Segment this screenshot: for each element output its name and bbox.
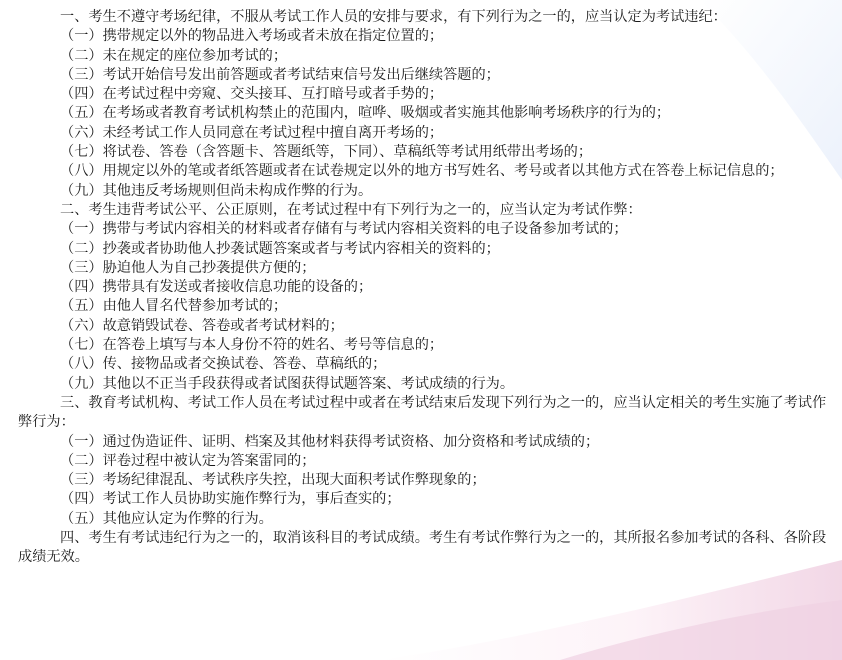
section-1-item-7: （七）将试卷、答卷（含答题卡、答题纸等，下同）、草稿纸等考试用纸带出考场的；	[60, 144, 593, 161]
section-1-item-1: （一）携带规定以外的物品进入考场或者未放在指定位置的；	[60, 28, 444, 45]
section-1-item-4: （四）在考试过程中旁窥、交头接耳、互打暗号或者手势的；	[60, 86, 444, 103]
section-3-item-1: （一）通过伪造证件、证明、档案及其他材料获得考试资格、加分资格和考试成绩的；	[60, 433, 600, 450]
section-2-item-6: （六）故意销毁试卷、答卷或者考试材料的；	[60, 317, 344, 334]
section-heading-4: 四、考生有考试违纪行为之一的，取消该科目的考试成绩。考生有考试作弊行为之一的，其所报名参加考试的各科、各阶段成绩无效。	[18, 530, 827, 566]
section-1-item-6: （六）未经考试工作人员同意在考试过程中擅自离开考场的；	[60, 124, 444, 141]
section-2-item-1: （一）携带与考试内容相关的材料或者存储有与考试内容相关资料的电子设备参加考试的；	[60, 221, 628, 238]
section-2-item-4: （四）携带具有发送或者接收信息功能的设备的；	[60, 279, 373, 296]
section-1-item-2: （二）未在规定的座位参加考试的；	[60, 47, 288, 64]
section-3-item-2: （二）评卷过程中被认定为答案雷同的；	[60, 452, 316, 469]
section-3-item-5: （五）其他应认定为作弊的行为。	[60, 510, 273, 527]
section-2-item-9: （九）其他以不正当手段获得或者试图获得试题答案、考试成绩的行为。	[60, 375, 515, 392]
section-1-item-5: （五）在考场或者教育考试机构禁止的范围内，喧哗、吸烟或者实施其他影响考场秩序的行为的；	[60, 105, 671, 122]
section-2-item-5: （五）由他人冒名代替参加考试的；	[60, 298, 288, 315]
section-2-item-8: （八）传、接物品或者交换试卷、答卷、草稿纸的；	[60, 356, 387, 373]
section-2-item-3: （三）胁迫他人为自己抄袭提供方便的；	[60, 259, 316, 276]
section-heading-1: 一、考生不遵守考场纪律，不服从考试工作人员的安排与要求，有下列行为之一的，应当认定为考试违纪：	[60, 9, 727, 25]
section-3-item-4: （四）考试工作人员协助实施作弊行为，事后查实的；	[60, 491, 401, 508]
section-2-item-7: （七）在答卷上填写与本人身份不符的姓名、考号等信息的；	[60, 337, 444, 354]
section-heading-2: 二、考生违背考试公平、公正原则，在考试过程中有下列行为之一的，应当认定为考试作弊：	[60, 201, 642, 218]
section-3-item-3: （三）考场纪律混乱、考试秩序失控，出现大面积考试作弊现象的；	[60, 472, 486, 489]
section-1-item-9: （九）其他违反考场规则但尚未构成作弊的行为。	[60, 182, 373, 199]
section-heading-3: 三、教育考试机构、考试工作人员在考试过程中或者在考试结束后发现下列行为之一的，应当认定相关的考生实施了考试作弊行为：	[18, 394, 827, 431]
section-1-item-3: （三）考试开始信号发出前答题或者考试结束信号发出后继续答题的；	[60, 66, 500, 83]
section-1-item-8: （八）用规定以外的笔或者纸答题或者在试卷规定以外的地方书写姓名、考号或者以其他方式在答卷上标记信息的；	[60, 163, 784, 180]
section-2-item-2: （二）抄袭或者协助他人抄袭试题答案或者与考试内容相关的资料的；	[60, 240, 500, 257]
